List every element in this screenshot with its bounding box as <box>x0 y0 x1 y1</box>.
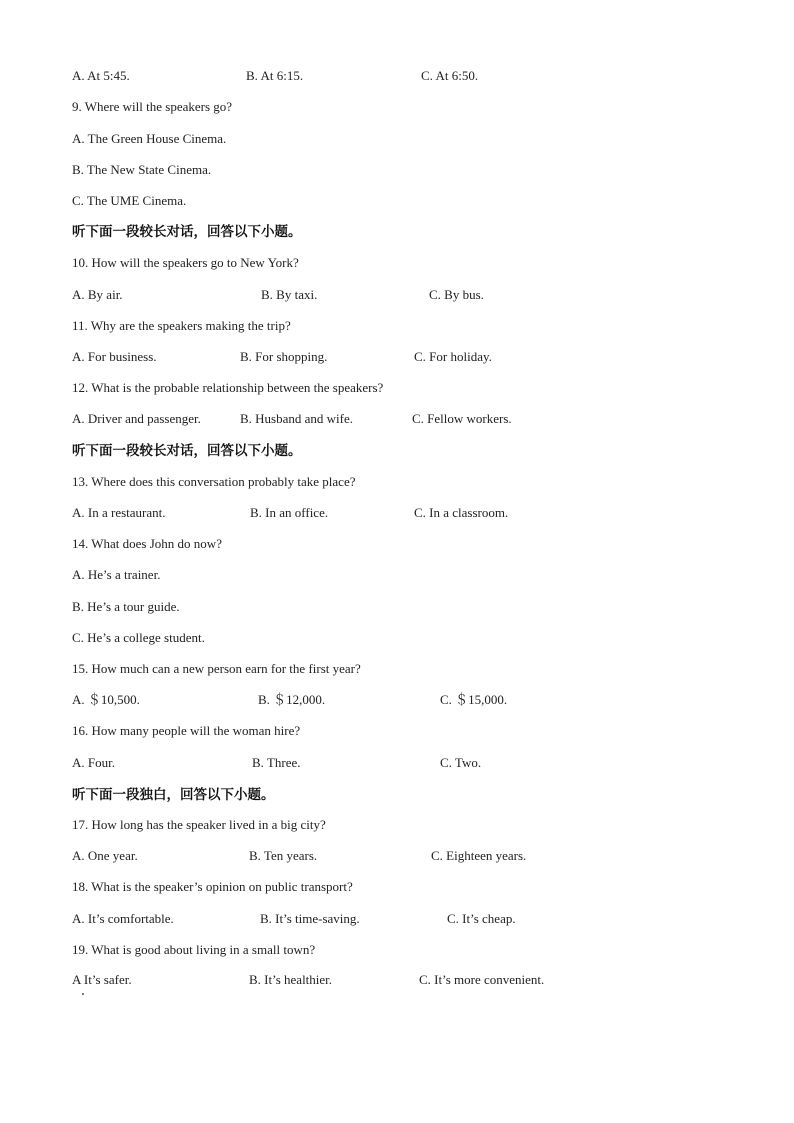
q14-question: 14. What does John do now? <box>72 536 222 551</box>
q19-question: 19. What is good about living in a small town? <box>72 942 316 957</box>
q12-option-a: A. Driver and passenger. <box>72 411 201 426</box>
stray-dot <box>82 993 84 995</box>
q16-option-c: C. Two. <box>440 755 482 770</box>
q18-question: 18. What is the speaker’s opinion on public transport? <box>72 879 353 894</box>
q10-option-c: C. By bus. <box>429 287 484 302</box>
q19-option-b: B. It’s healthier. <box>249 972 333 987</box>
q9-option-a: A. The Green House Cinema. <box>72 131 227 146</box>
q15-question: 15. How much can a new person earn for the first year? <box>72 661 361 676</box>
section-heading-3: 听下面一段独白，回答以下小题。 <box>72 787 275 803</box>
q9-question: 9. Where will the speakers go? <box>72 99 233 114</box>
q11-option-a: A. For business. <box>72 349 157 364</box>
q10-option-b: B. By taxi. <box>261 287 318 302</box>
q18-option-c: C. It’s cheap. <box>447 911 516 926</box>
q10-question: 10. How will the speakers go to New York? <box>72 255 299 270</box>
q16-option-a: A. Four. <box>72 755 115 770</box>
q19-option-a: A It’s safer. <box>72 972 132 987</box>
q17-option-a: A. One year. <box>72 848 138 863</box>
q16-question: 16. How many people will the woman hire? <box>72 723 301 738</box>
q12-option-b: B. Husband and wife. <box>240 411 354 426</box>
q18-option-b: B. It’s time-saving. <box>260 911 360 926</box>
q18-option-a: A. It’s comfortable. <box>72 911 174 926</box>
q14-option-b: B. He’s a tour guide. <box>72 599 180 614</box>
q9-option-c: C. The UME Cinema. <box>72 193 187 208</box>
q17-question: 17. How long has the speaker lived in a big city? <box>72 817 326 832</box>
q13-option-b: B. In an office. <box>250 505 329 520</box>
q8-option-b: B. At 6:15. <box>246 68 304 83</box>
q15-option-b: B. ＄12,000. <box>258 692 326 707</box>
q15-option-c: C. ＄15,000. <box>440 692 508 707</box>
q9-option-b: B. The New State Cinema. <box>72 162 212 177</box>
q8-option-a: A. At 5:45. <box>72 68 130 83</box>
q16-option-b: B. Three. <box>252 755 301 770</box>
q15-option-a: A. ＄10,500. <box>72 692 140 707</box>
q10-option-a: A. By air. <box>72 287 123 302</box>
q14-option-a: A. He’s a trainer. <box>72 567 161 582</box>
q17-option-c: C. Eighteen years. <box>431 848 527 863</box>
q12-question: 12. What is the probable relationship between the speakers? <box>72 380 384 395</box>
q11-option-c: C. For holiday. <box>414 349 492 364</box>
q14-option-c: C. He’s a college student. <box>72 630 205 645</box>
section-heading-2: 听下面一段较长对话，回答以下小题。 <box>72 443 302 459</box>
q13-question: 13. Where does this conversation probably take place? <box>72 474 356 489</box>
q11-option-b: B. For shopping. <box>240 349 328 364</box>
q13-option-a: A. In a restaurant. <box>72 505 166 520</box>
q17-option-b: B. Ten years. <box>249 848 318 863</box>
section-heading-1: 听下面一段较长对话，回答以下小题。 <box>72 224 302 240</box>
q8-option-c: C. At 6:50. <box>421 68 479 83</box>
q11-question: 11. Why are the speakers making the trip? <box>72 318 291 333</box>
q19-option-c: C. It’s more convenient. <box>419 972 545 987</box>
q13-option-c: C. In a classroom. <box>414 505 509 520</box>
q12-option-c: C. Fellow workers. <box>412 411 512 426</box>
